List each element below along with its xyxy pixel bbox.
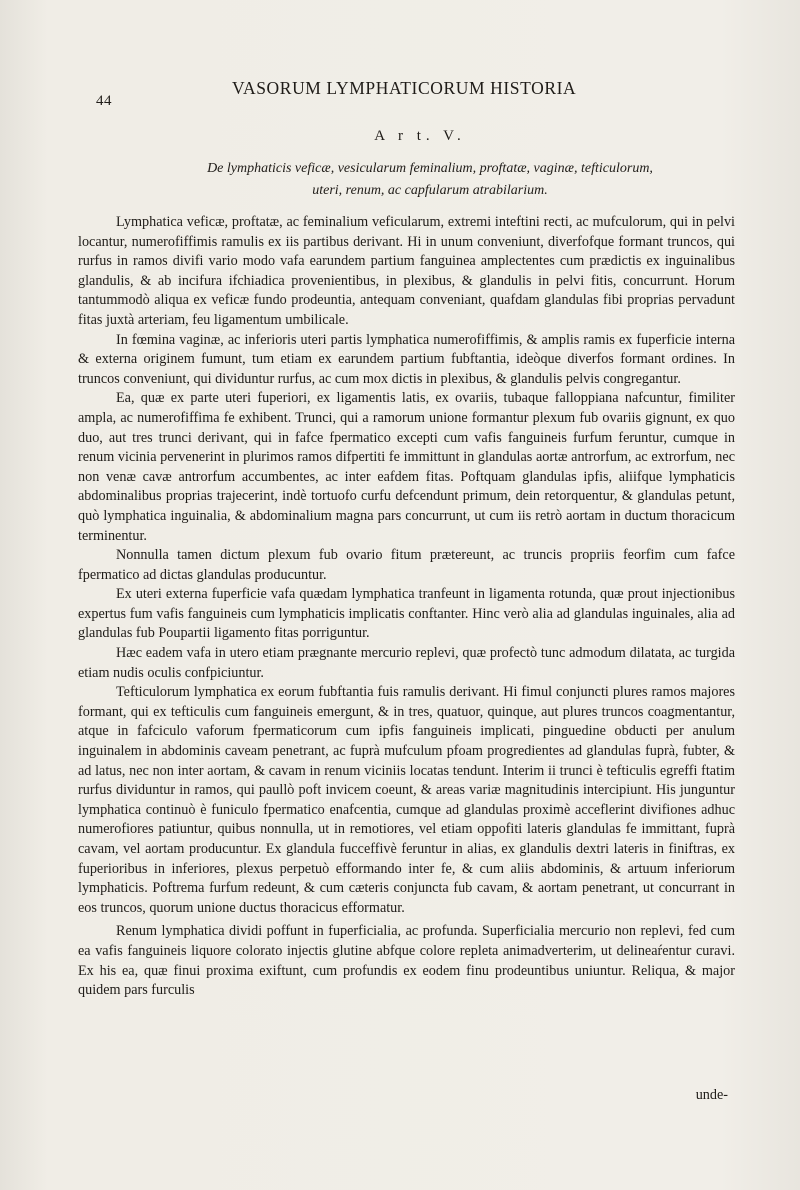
subtitle-line-1: De lymphaticis veficæ, vesicularum feminalium, proftatæ, vaginæ, tefticulorum, xyxy=(207,161,653,176)
article-label: A r t. V. xyxy=(374,128,466,144)
running-head: VASORUM LYMPHATICORUM HISTORIA xyxy=(232,78,577,98)
catchword: unde- xyxy=(695,1087,728,1103)
page-number: 44 xyxy=(96,93,112,109)
body-text xyxy=(78,213,735,1001)
paragraph-kidneys: Renum lymphatica dividi poffunt in fuperficialia, ac profunda. Superficialia mercurio non replevi, fed cum ea vafis fanguineis liquore colorato injectis glutine abfque colore repleta animadverterim, ut delineaŕentur curavi. Ex his ea, quæ finui proxima exiftunt, cum profundis ex eodem finu prodeuntibus uniuntur. Reliqua, & major quidem pars furculis xyxy=(78,923,735,999)
paragraph-vagina: In fœmina vaginæ, ac inferioris uteri partis lymphatica numerofiffimis, & amplis ramis ex fuperficie interna & externa originem fumunt, tum etiam ex earundem partium fubftantia, ideòque diverfos formant ordines. In truncos conveniunt, qui dividuntur rurfus, ac cum mox dictis in plexibus, & glandulis pelvis congregantur. xyxy=(78,331,735,387)
paragraph-testicles: Tefticulorum lymphatica ex eorum fubftantia fuis ramulis derivant. Hi fimul conjuncti plures ramos majores formant, qui ex tefticulis cum fanguineis emergunt, & in tres, quatuor, quinque, aut plures truncos coagmentantur, atque in fafciculo vaforum fpermaticorum cum ipfis fanguineis implicati, pinguedine obducti per anulum inguinalem in abdominis caveam penetrant, ac fuprà mufculum pfoam progredientes ad glandulas fuprà, fubter, & ad latus, nec non inter aortam, & cavam in renum viciniis locatas tendunt. Interim ii trunci è tefticulis egreffi ftatim rurfus dividuntur in ramos, qui paullò poft invicem coeunt, & areas variæ magnitudinis intercipiunt. His junguntur lymphatica continuò è funiculo fpermatico enafcentia, cumque ad glandulas proximè acceflerint divifiones adhuc numerofiores patiuntur, quibus nonnulla, ut in remotiores, vel etiam oppofiti lateris glandulas fe immittant, fuprà cavam, vel aortam producuntur. Ex glandula fucceffivè feruntur in alias, ex glandulis dextri lateris in finiftras, ex fuperioribus in inferiores, plexus perpetuò efformando inter fe, & cum aliis abdominis, & artuum inferiorum lymphaticis. Poftrema furfum redeunt, & cum cæteris conjuncta fub cavam, & aortam penetrant, ut concurrant in eos truncos, quorum unione ductus thoracicus efformatur. xyxy=(78,684,735,916)
subtitle-line-2: uteri, renum, ac capfularum atrabilarium. xyxy=(312,183,548,198)
paragraph-pregnant-uterus: Hæc eadem vafa in utero etiam prægnante mercurio replevi, quæ profectò tunc admodum dilatata, ac turgida etiam nudis oculis confpiciuntur. xyxy=(78,645,735,681)
paragraph-uterus-superior: Ea, quæ ex parte uteri fuperiori, ex ligamentis latis, ex ovariis, tubaque falloppiana nafcuntur, fimiliter ampla, ac numerofiffima fe exhibent. Trunci, qui a ramorum unione formantur plexum fub ovariis gignunt, ex quo duo, aut tres trunci derivant, qui in fafce fpermatico excepti cum vafis fanguineis furfum feruntur, cumque in renum vicinia pervenerint in plurimos ramos difpertiti fe immittunt in glandulas aortæ antrorfum, ac extrorfum, nec non venæ cavæ antrorfum accumbentes, ac inter eafdem fitas. Poftquam glandulas ipfis, aliifque lymphaticis abdominalibus proprias trajecerint, indè tortuofo curfu defcendunt primum, dein retorquentur, & glandulas petunt, quò lymphatica inguinalia, & abdominalium magna pars concurrunt, ut cum iis retrò aortam in ductum thoracicum terminentur. xyxy=(78,390,735,544)
paragraph-bladder: Lymphatica veficæ, proftatæ, ac feminalium veficularum, extremi inteftini recti, ac mufculorum, qui in pelvi locantur, numerofiffimis ramulis ex iis partibus derivant. Hi in unum conveniunt, diverfofque formant truncos, qui rurfus in ramos divifi vario modo vafa earundem partium fanguinea amplectentes cum prædictis ex inguinalibus glandulis, & ab incifura ifchiadica provenientibus, in plexibus, & glandulis in pelvi fitis, concurrunt. Horum tantummodò aliqua ex veficæ fundo prodeuntia, antequam conveniant, quafdam glandulas fibi proprias pervadunt fitas juxtà arteriam, feu ligamentum umbilicale. xyxy=(78,214,735,328)
article-subtitle xyxy=(150,158,710,202)
paragraph-round-ligament: Ex uteri externa fuperficie vafa quædam lymphatica tranfeunt in ligamenta rotunda, quæ prout injectionibus expertus fum vafis fanguineis cum lymphaticis implicatis conftanter. Hinc verò alia ad glandulas inguinales, alia ad glandulas fub Poupartii ligamento fitas porriguntur. xyxy=(78,586,735,642)
paragraph-ovarian-plexus: Nonnulla tamen dictum plexum fub ovario fitum prætereunt, ac truncis propriis feorfim cum fafce fpermatico ad dictas glandulas producuntur. xyxy=(78,547,735,583)
